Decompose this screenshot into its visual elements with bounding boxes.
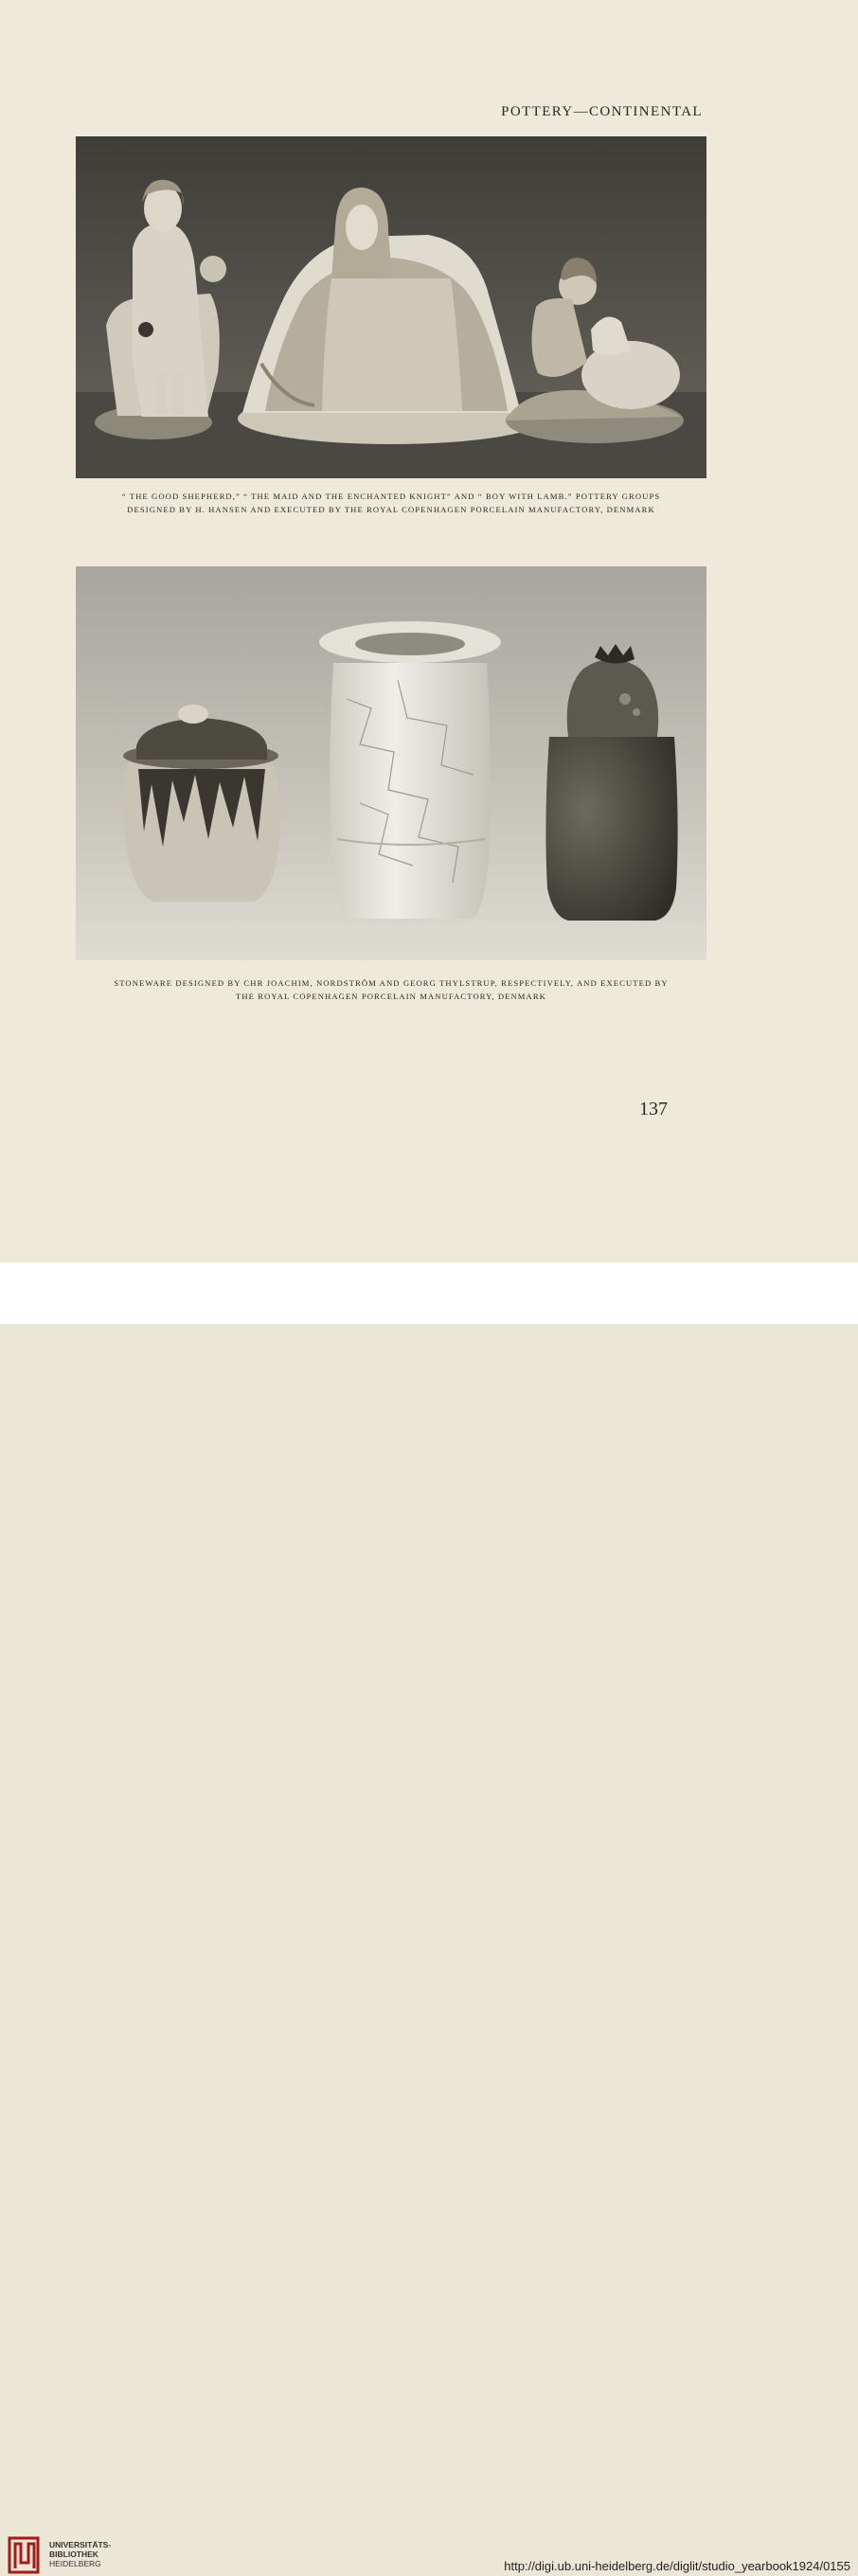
digitization-footer	[0, 1262, 858, 2573]
nordstrom-crackle-vase	[319, 621, 501, 919]
heidelberg-library-logo-icon	[8, 2534, 42, 2576]
plate1-caption	[66, 490, 716, 516]
plate2-caption-line1: STONEWARE DESIGNED BY CHR JOACHIM, NORDSTRÖM AND GEORG THYLSTRUP, RESPECTIVELY, AND EXECUTED BY	[114, 978, 669, 988]
plate1-caption-line1: “ THE GOOD SHEPHERD,” “ THE MAID AND THE ENCHANTED KNIGHT” AND “ BOY WITH LAMB.” POTTERY GROUPS	[121, 492, 661, 501]
photo-pottery-groups	[76, 136, 706, 478]
running-title: POTTERY—CONTINENTAL	[501, 104, 703, 119]
library-name-line1: UNIVERSITÄTS-	[49, 2540, 112, 2549]
stoneware-vessels-illustration	[76, 566, 706, 960]
source-url-link[interactable]: http://digi.ub.uni-heidelberg.de/diglit/studio_yearbook1924/0155	[504, 2559, 850, 2573]
library-name	[49, 2540, 111, 2568]
plate2-caption	[66, 976, 716, 1003]
pottery-figurines-illustration	[76, 136, 706, 478]
photo-stoneware-vessels	[76, 566, 706, 960]
joachim-jar	[123, 705, 281, 902]
plate1-caption-line2: DESIGNED BY H. HANSEN AND EXECUTED BY THE ROYAL COPENHAGEN PORCELAIN MANUFACTORY, DENMARK	[127, 505, 655, 514]
library-name-line3: HEIDELBERG	[49, 2559, 101, 2568]
plate2-caption-line2: THE ROYAL COPENHAGEN PORCELAIN MANUFACTORY, DENMARK	[236, 992, 546, 1001]
library-name-line2: BIBLIOTHEK	[49, 2549, 98, 2559]
page-number: 137	[639, 1099, 668, 1119]
book-page	[0, 0, 858, 1262]
